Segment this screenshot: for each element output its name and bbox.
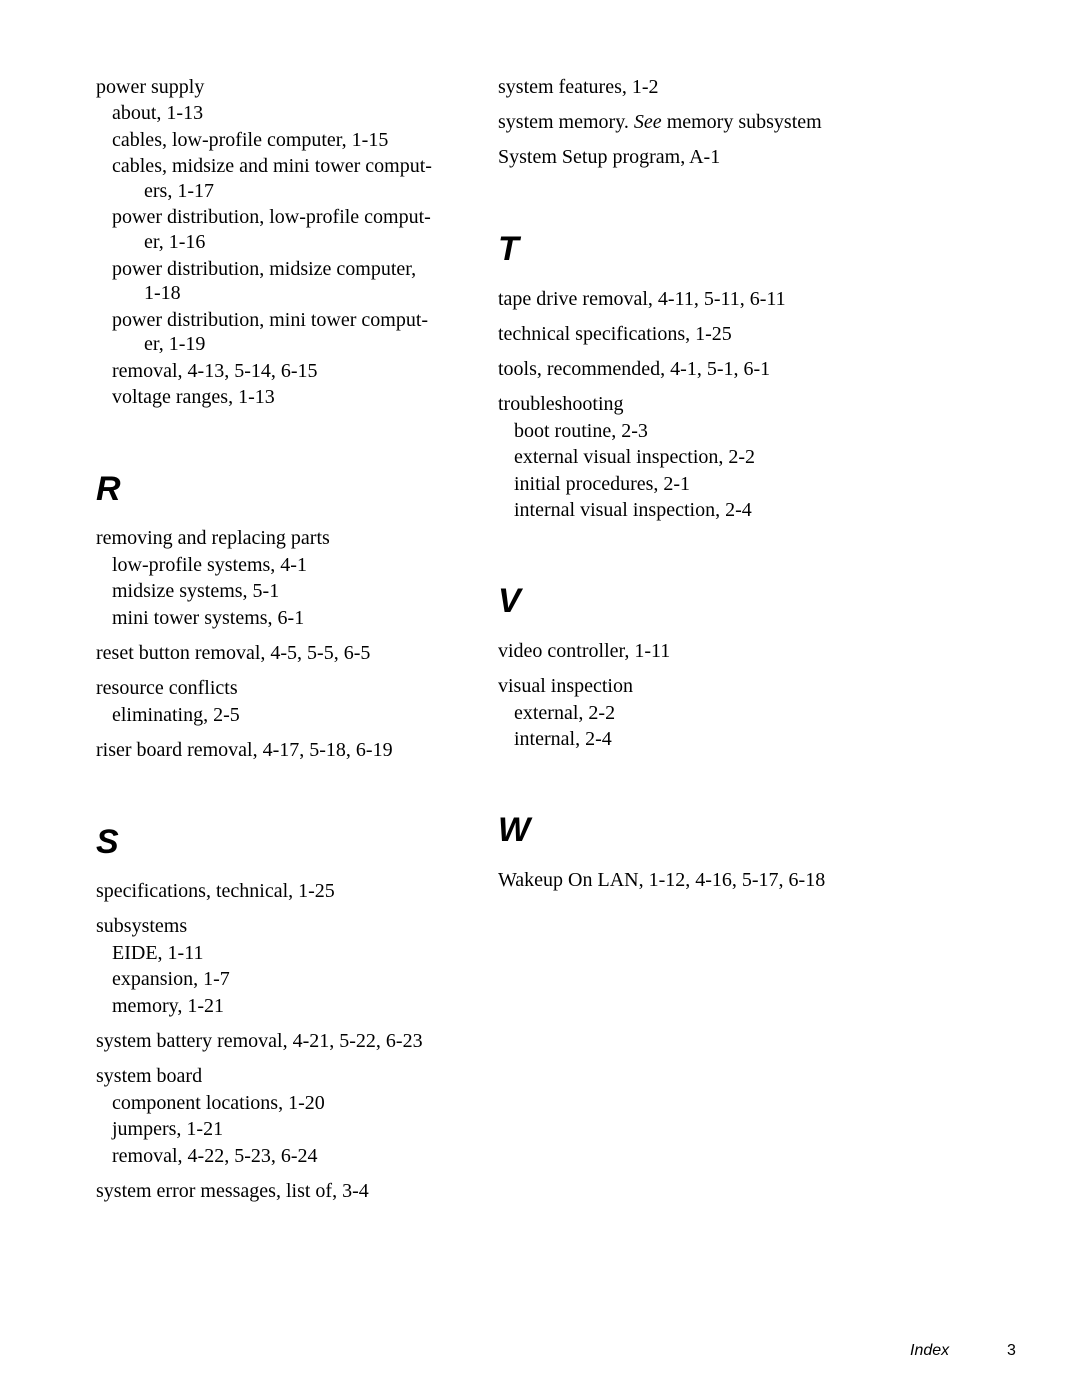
index-entry-cross-reference [498, 109, 822, 135]
index-subentry: EIDE, 1-11 [112, 942, 204, 964]
index-subentry: component locations, 1-20 [112, 1092, 325, 1114]
index-subentry: voltage ranges, 1-13 [112, 386, 275, 408]
index-entry: specifications, technical, 1-25 [96, 880, 335, 902]
index-entry: riser board removal, 4-17, 5-18, 6-19 [96, 739, 393, 761]
index-subentry-continued: er, 1-16 [144, 231, 206, 253]
index-subentry-continued: ers, 1-17 [144, 180, 214, 202]
index-entry: visual inspection [498, 675, 633, 697]
index-subentry-continued: er, 1-19 [144, 333, 206, 355]
index-entry: reset button removal, 4-5, 5-5, 6-5 [96, 642, 371, 664]
index-entry: system features, 1-2 [498, 76, 659, 98]
index-entry: system battery removal, 4-21, 5-22, 6-23 [96, 1030, 423, 1052]
index-subentry: internal, 2-4 [514, 728, 612, 750]
index-subentry: power distribution, midsize computer, [112, 258, 417, 280]
index-subentry: expansion, 1-7 [112, 968, 230, 990]
index-subentry: about, 1-13 [112, 102, 204, 124]
index-subentry: initial procedures, 2-1 [514, 473, 691, 495]
index-subentry: cables, low-profile computer, 1-15 [112, 129, 389, 151]
index-entry: removing and replacing parts [96, 527, 330, 549]
index-subentry: midsize systems, 5-1 [112, 580, 280, 602]
section-letter-t: T [498, 230, 519, 268]
index-entry: system error messages, list of, 3-4 [96, 1180, 369, 1202]
index-subentry: mini tower systems, 6-1 [112, 607, 305, 629]
section-letter-w: W [498, 811, 531, 849]
index-subentry-continued: 1-18 [144, 282, 181, 304]
index-subentry: external, 2-2 [514, 702, 616, 724]
index-subentry: power distribution, low-profile comput- [112, 206, 431, 228]
see-reference: See [633, 111, 662, 133]
reference-target: memory subsystem [661, 111, 822, 133]
index-entry: System Setup program, A-1 [498, 146, 721, 168]
section-letter-r: R [96, 470, 121, 508]
index-entry: system board [96, 1065, 203, 1087]
index-entry: tape drive removal, 4-11, 5-11, 6-11 [498, 288, 786, 310]
section-letter-v: V [498, 582, 521, 620]
index-entry: troubleshooting [498, 393, 624, 415]
index-entry: subsystems [96, 915, 188, 937]
index-subentry: eliminating, 2-5 [112, 704, 240, 726]
index-subentry: jumpers, 1-21 [112, 1118, 224, 1140]
index-subentry: power distribution, mini tower comput- [112, 309, 429, 331]
index-subentry: low-profile systems, 4-1 [112, 554, 307, 576]
index-entry: tools, recommended, 4-1, 5-1, 6-1 [498, 358, 771, 380]
index-entry: resource conflicts [96, 677, 238, 699]
index-subentry: removal, 4-13, 5-14, 6-15 [112, 360, 318, 382]
index-entry: technical specifications, 1-25 [498, 323, 732, 345]
index-subentry: memory, 1-21 [112, 995, 225, 1017]
index-subentry: boot routine, 2-3 [514, 420, 648, 442]
index-entry: Wakeup On LAN, 1-12, 4-16, 5-17, 6-18 [498, 869, 826, 891]
footer-label: Index [910, 1342, 950, 1359]
index-subentry: internal visual inspection, 2-4 [514, 499, 752, 521]
index-subentry: cables, midsize and mini tower comput- [112, 155, 432, 177]
index-entry: video controller, 1-11 [498, 640, 671, 662]
page-number: 3 [1007, 1342, 1016, 1359]
index-subentry: external visual inspection, 2-2 [514, 446, 756, 468]
index-subentry: removal, 4-22, 5-23, 6-24 [112, 1145, 318, 1167]
entry-text: system memory. [498, 111, 634, 133]
index-entry: power supply [96, 76, 205, 98]
section-letter-s: S [96, 823, 119, 861]
